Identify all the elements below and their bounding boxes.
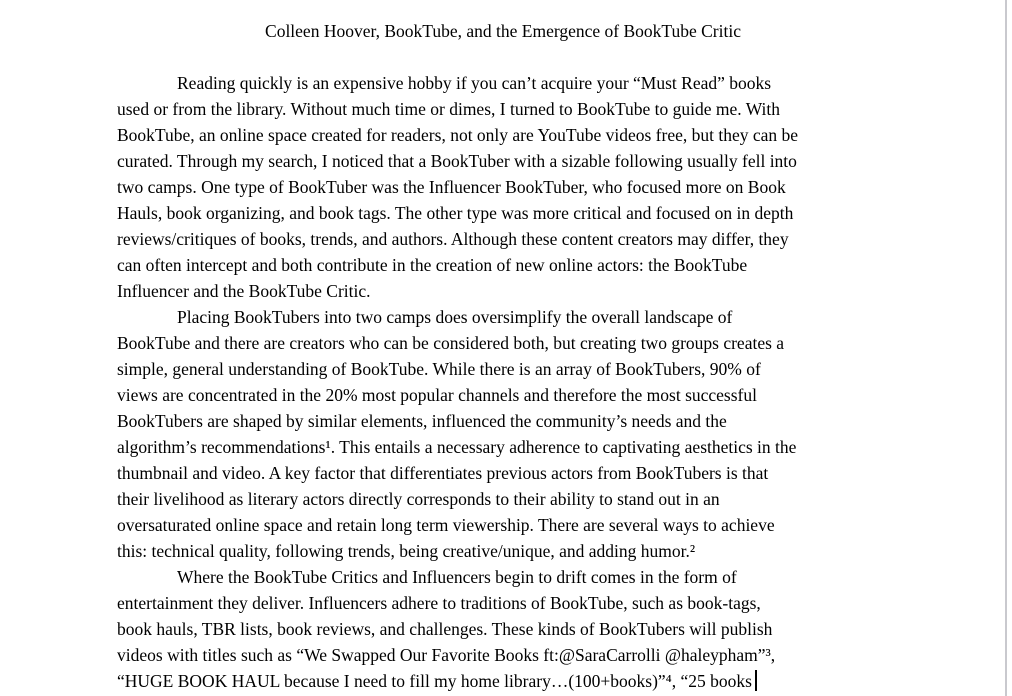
text-line[interactable]: simple, general understanding of BookTube. While there is an array of BookTubers, 90% of bbox=[117, 359, 761, 379]
text-line[interactable]: this: technical quality, following trends, being creative/unique, and adding humor.² bbox=[117, 541, 696, 561]
text-line[interactable]: used or from the library. Without much time or dimes, I turned to BookTube to guide me. With bbox=[117, 99, 781, 119]
text-line[interactable]: book hauls, TBR lists, book reviews, and challenges. These kinds of BookTubers will publish bbox=[117, 619, 773, 639]
text-line[interactable]: two camps. One type of BookTuber was the Influencer BookTuber, who focused more on Book bbox=[117, 177, 786, 197]
text-line[interactable]: algorithm’s recommendations¹. This entails a necessary adherence to captivating aesthetics in the bbox=[117, 437, 797, 457]
text-line[interactable]: Reading quickly is an expensive hobby if you can’t acquire your “Must Read” books bbox=[177, 73, 772, 93]
text-line[interactable]: thumbnail and video. A key factor that differentiates previous actors from BookTubers is that bbox=[117, 463, 769, 483]
paragraph-3 bbox=[117, 564, 889, 694]
text-line[interactable]: entertainment they deliver. Influencers adhere to traditions of BookTube, such as book-tags, bbox=[117, 593, 761, 613]
text-line[interactable]: can often intercept and both contribute in the creation of new online actors: the BookTube bbox=[117, 255, 748, 275]
right-edge-divider bbox=[1005, 0, 1007, 696]
text-line[interactable]: their livelihood as literary actors directly corresponds to their ability to stand out in an bbox=[117, 489, 720, 509]
paragraph-2 bbox=[117, 304, 889, 564]
text-line[interactable]: videos with titles such as “We Swapped Our Favorite Books ft:@SaraCarrolli @haleypham”³, bbox=[117, 645, 776, 665]
text-line[interactable]: reviews/critiques of books, trends, and authors. Although these content creators may differ, they bbox=[117, 229, 789, 249]
text-cursor bbox=[755, 670, 757, 691]
paragraph-1 bbox=[117, 70, 889, 304]
text-line[interactable]: oversaturated online space and retain long term viewership. There are several ways to achieve bbox=[117, 515, 775, 535]
text-line[interactable]: BookTubers are shaped by similar elements, influenced the community’s needs and the bbox=[117, 411, 727, 431]
text-line-content[interactable]: “HUGE BOOK HAUL because I need to fill my home library…(100+books)”⁴, “25 books bbox=[117, 671, 752, 691]
text-line[interactable]: curated. Through my search, I noticed that a BookTuber with a sizable following usually fell into bbox=[117, 151, 797, 171]
text-line[interactable]: views are concentrated in the 20% most popular channels and therefore the most successful bbox=[117, 385, 757, 405]
text-line[interactable]: Where the BookTube Critics and Influencers begin to drift comes in the form of bbox=[177, 567, 737, 587]
text-line bbox=[117, 668, 889, 694]
text-line[interactable]: Placing BookTubers into two camps does oversimplify the overall landscape of bbox=[177, 307, 733, 327]
document-text-area[interactable] bbox=[117, 18, 889, 694]
text-line[interactable]: BookTube, an online space created for readers, not only are YouTube videos free, but they can be bbox=[117, 125, 799, 145]
text-line[interactable]: BookTube and there are creators who can be considered both, but creating two groups creates a bbox=[117, 333, 785, 353]
document-title[interactable]: Colleen Hoover, BookTube, and the Emergence of BookTube Critic bbox=[265, 21, 741, 41]
text-line[interactable]: Influencer and the BookTube Critic. bbox=[117, 281, 371, 301]
text-line[interactable]: Hauls, book organizing, and book tags. The other type was more critical and focused on in depth bbox=[117, 203, 794, 223]
